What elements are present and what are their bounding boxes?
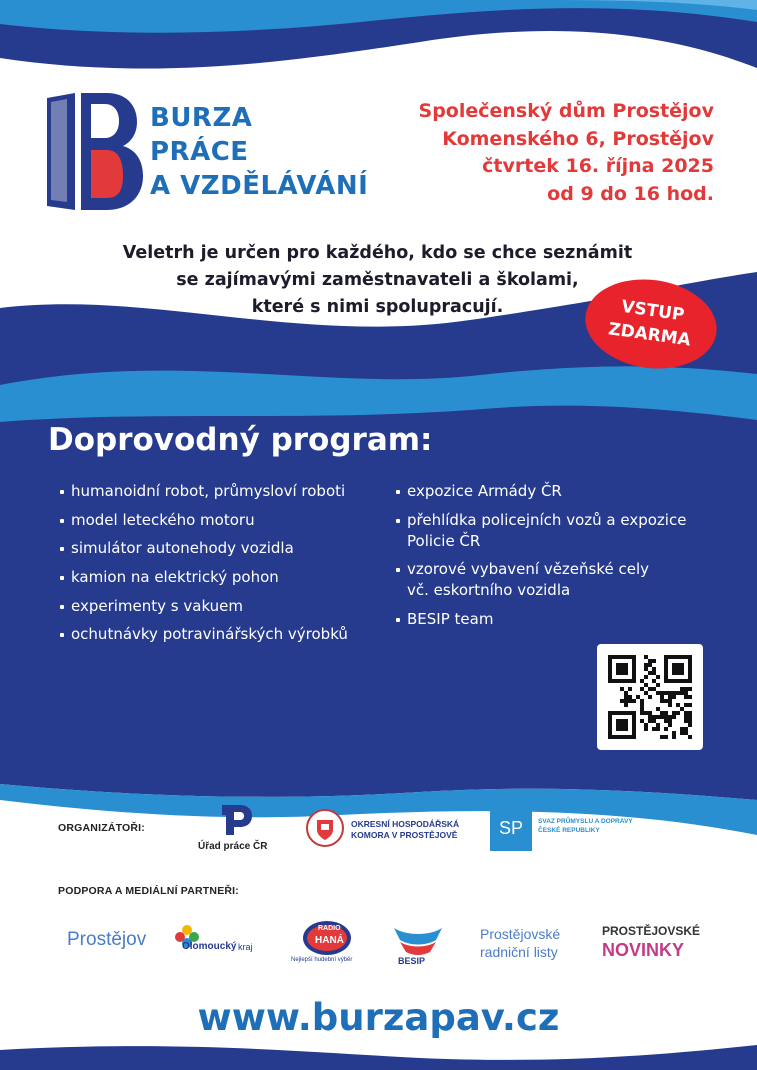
logo-word-3: A VZDĚLÁVÁNÍ [150, 171, 369, 201]
list-item-line: Policie ČR [407, 531, 481, 550]
event-address: Komenského 6, Prostějov [442, 127, 714, 150]
list-item-line: vzorové vybavení vězeňské cely [407, 560, 650, 578]
radio-slogan: Nejlepší hudební výběr [291, 957, 353, 963]
event-venue: Společenský dům Prostějov [418, 100, 714, 122]
list-item [396, 510, 686, 552]
program-title: Doprovodný program: [48, 422, 433, 458]
badge-line-1: VSTUP [620, 296, 686, 326]
bottom-footer-wave [0, 1045, 757, 1070]
hana-text: HANÁ [315, 935, 344, 946]
novinky-logo [602, 924, 712, 966]
organizers-label: ORGANIZÁTOŘI: [58, 822, 145, 834]
novinky-line-1: PROSTĚJOVSKÉ [602, 924, 701, 938]
sp-line-2: ČESKÉ REPUBLIKY [538, 827, 600, 834]
up-logo [198, 803, 270, 855]
novinky-line-2: NOVINKY [602, 940, 685, 960]
list-item: model leteckého motoru [60, 510, 348, 531]
prostejov-logo: Prostějov [67, 929, 147, 950]
list-item [396, 559, 686, 601]
event-info [419, 98, 714, 208]
intro-line-1: Veletrh je určen pro každého, kdo se chce seznámit [122, 243, 633, 263]
listy-line-1: Prostějovské [480, 926, 561, 942]
website-url[interactable]: www.burzapav.cz [197, 996, 560, 1039]
kraj-text: kraj [238, 942, 253, 952]
list-item-line: vč. eskortního vozidla [407, 581, 571, 599]
burza-logo-icon [45, 90, 145, 215]
event-time: od 9 do 16 hod. [547, 182, 714, 205]
event-date: čtvrtek 16. října 2025 [482, 155, 714, 177]
free-entry-badge [580, 271, 723, 377]
list-item: humanoidní robot, průmysloví roboti [60, 481, 348, 502]
list-item: simulátor autonehody vozidla [60, 538, 348, 559]
up-label: Úřad práce ČR [198, 841, 268, 852]
partners-label: PODPORA A MEDIÁLNÍ PARTNEŘI: [58, 885, 239, 897]
list-item-line: přehlídka policejních vozů a expozice [407, 510, 687, 529]
intro-line-2: se zajímavými zaměstnavateli a školami, [176, 270, 579, 290]
logo-word-1: BURZA [150, 103, 253, 133]
qr-code[interactable] [597, 644, 703, 750]
ohk-line-2: KOMORA V PROSTĚJOVĚ [351, 830, 458, 840]
list-item-line: BESIP team [407, 609, 494, 628]
logo-word-2: PRÁCE [150, 137, 249, 167]
ohk-logo [305, 808, 465, 848]
list-item [396, 481, 686, 502]
radio-hana-logo [290, 920, 366, 966]
ohk-crest-icon [305, 808, 345, 848]
besip-icon [392, 922, 444, 956]
intro-text [100, 240, 655, 321]
intro-line-3: které s nimi spolupracují. [251, 297, 504, 317]
olomoucky-kraj-logo [172, 922, 272, 958]
radio-text: RADIO [318, 925, 341, 932]
besip-logo [392, 922, 444, 968]
list-item: kamion na elektrický pohon [60, 567, 348, 588]
sp-line-1: SVAZ PRŮMYSLU A DOPRAVY [538, 818, 633, 825]
olomoucky-text: Olomoucký [182, 941, 237, 952]
sp-mark-text: SP [498, 818, 523, 838]
list-item: experimenty s vakuem [60, 596, 348, 617]
ohk-line-1: OKRESNÍ HOSPODÁŘSKÁ [351, 819, 460, 829]
besip-text: BESIP [398, 956, 426, 966]
sp-logo [490, 809, 640, 851]
program-list-left [60, 481, 348, 653]
radnicni-listy-logo [480, 926, 580, 966]
up-logo-icon [218, 803, 256, 837]
program-list-right [396, 481, 686, 637]
list-item [396, 609, 686, 630]
badge-line-2: ZDARMA [607, 319, 692, 351]
list-item: ochutnávky potravinářských výrobků [60, 624, 348, 645]
qr-code-icon [597, 644, 703, 750]
listy-line-2: radniční listy [480, 944, 558, 960]
list-item-line: expozice Armády ČR [407, 482, 562, 500]
